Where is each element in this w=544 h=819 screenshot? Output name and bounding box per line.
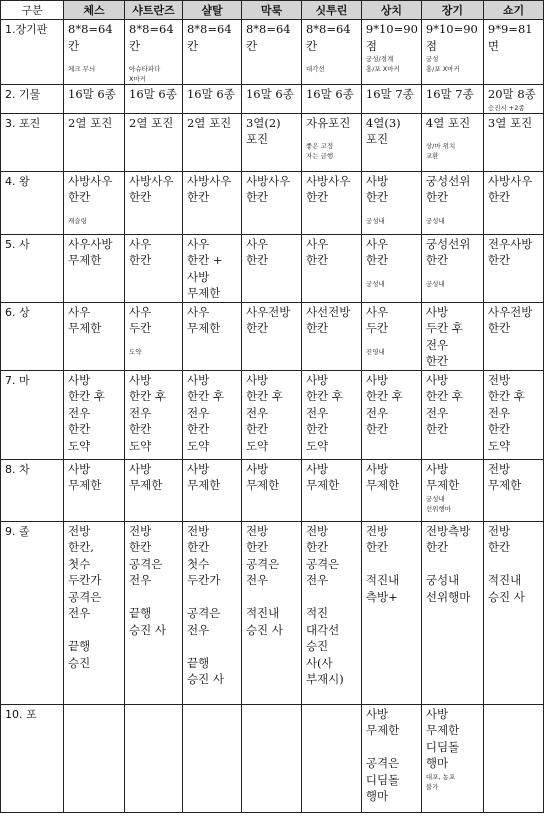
table-cell [182,85,241,114]
cell-text: 2열 포진 [129,115,174,130]
table-cell [421,171,483,234]
table-cell [301,85,361,114]
row-header: 4. 왕 [1,171,64,234]
table-cell [125,234,183,302]
table-cell [125,85,183,114]
table-cell [241,171,301,234]
table-cell [421,459,483,521]
table-row [1,20,544,85]
cell-text: 사방 무제한 디딤돌 행마 [425,706,460,770]
table-cell [483,521,543,704]
column-header: 구분 [1,1,64,20]
row-header: 9. 졸 [1,521,64,704]
row-header: 7. 마 [1,370,64,459]
cell-note: 궁성내 [365,216,385,225]
cell-text: 전우사방 한칸 [487,236,533,267]
table-row [1,234,544,302]
table-cell [125,20,183,85]
table-cell [64,459,125,521]
cell-note: 승진시 +2종 [487,103,525,112]
cell-text: 사방사우 한칸 [68,173,113,204]
table-cell [241,370,301,459]
cell-text: 사방사우 한칸 [305,173,351,204]
table-cell [301,20,361,85]
cell-text: 사우 한칸 [365,236,389,267]
cell-text: 전방 한칸 공격은 전우 적진 대각선 승진 사(사 부재시) [305,523,344,686]
cell-text: 전방 한칸 후 전우 한칸 도약 [487,372,525,453]
cell-text: 사우 한칸 + 사방 무제한 [186,236,223,300]
table-cell [361,370,421,459]
table-cell [64,234,125,302]
table-row [1,521,544,704]
table-cell [421,234,483,302]
cell-text: 자유포진 [305,115,351,130]
cell-text: 20말 8종 [487,87,536,101]
cell-note: 상/마 위치 교환 [425,142,456,160]
cell-text: 8*8=64칸 [305,22,351,53]
cell-text: 16말 6종 [245,87,294,101]
row-header: 5. 사 [1,234,64,302]
table-cell [483,302,543,370]
table-cell [241,20,301,85]
table-cell [182,521,241,704]
table-body [1,20,544,813]
table-cell [361,521,421,704]
cell-text: 사방 두칸 후 전우 한칸 [425,304,463,368]
cell-text: 사우 한칸 [305,236,329,267]
table-cell [301,234,361,302]
table-row [1,302,544,370]
cell-note: 궁성/경계 홍/포 X마커 [365,55,400,73]
cell-text: 9*9=81면 [487,22,533,53]
table-cell [125,459,183,521]
cell-text: 사방 무제한 [245,461,280,492]
cell-text: 사우 무제한 [68,304,102,335]
table-cell [421,521,483,704]
table-cell [125,302,183,370]
cell-text: 궁성선위 한칸 [425,236,471,267]
column-header: 쇼기 [483,1,543,20]
table-cell [182,20,241,85]
table-cell [301,370,361,459]
table-cell [301,113,361,171]
column-header: 샤트란즈 [125,1,183,20]
table-cell [361,302,421,370]
table-cell [241,704,301,812]
table-cell [64,370,125,459]
table-cell [182,171,241,234]
table-cell [483,370,543,459]
cell-text: 사우 무제한 [186,304,221,335]
header-row [1,1,544,20]
cell-text: 사방 한칸 후 전우 한칸 도약 [186,372,224,453]
cell-text: 사방 무제한 [129,461,163,492]
table-row [1,113,544,171]
cell-text: 8*8=64칸 [68,22,113,53]
cell-text: 사방 한칸 [365,173,389,204]
table-cell [125,113,183,171]
table-cell [125,521,183,704]
cell-note: 좋은 고정 자는 금행 [305,142,334,160]
column-header: 싯투린 [301,1,361,20]
table-cell [483,85,543,114]
cell-note: 진영내 [365,347,385,356]
table-cell [483,171,543,234]
cell-text: 사방 한칸 후 전우 한칸 [425,372,463,436]
cell-text: 16말 6종 [129,87,177,101]
table-cell [361,704,421,812]
column-header: 막룩 [241,1,301,20]
table-cell [421,113,483,171]
cell-text: 궁성선위 한칸 [425,173,471,204]
cell-text: 2열 포진 [68,115,113,130]
table-cell [125,704,183,812]
cell-text: 사방 한칸 후 전우 한칸 도약 [68,372,106,453]
table-cell [182,459,241,521]
cell-text: 전방 무제한 [487,461,522,492]
cell-note: 궁성내 [425,279,445,288]
table-cell [64,521,125,704]
cell-note: 궁성내 [365,279,385,288]
cell-text: 9*10=90 점 [365,22,418,53]
cell-text: 16말 6종 [68,87,116,101]
table-cell [361,85,421,114]
cell-text: 사방사우 한칸 [487,173,533,204]
cell-text: 사방 무제한 공격은 디딤돌 행마 [365,706,400,803]
cell-note: 도약 [129,347,142,356]
cell-text: 사방 한칸 후 전우 한칸 도약 [305,372,343,453]
table-cell [301,302,361,370]
cell-text: 사우 두칸 [365,304,389,335]
table-cell [421,302,483,370]
cell-text: 16말 7종 [425,87,474,101]
table-cell [421,20,483,85]
row-header: 6. 상 [1,302,64,370]
cell-text: 16말 6종 [305,87,354,101]
cell-note: 궁성 홍/포 X마커 [425,55,460,73]
cell-note: 궁성내 선위행마 [425,494,452,513]
cell-text: 사우사방 무제한 [68,236,113,267]
table-cell [421,85,483,114]
table-cell [301,171,361,234]
cell-text: 9*10=90 점 [425,22,478,53]
table-cell [182,234,241,302]
table-cell [483,459,543,521]
cell-text: 사우 두칸 [129,304,152,335]
cell-text: 사방 무제한 [365,461,400,492]
cell-note: 체크 무늬 [68,65,96,73]
cell-text: 사방 무제한 [305,461,340,492]
table-cell [64,704,125,812]
table-cell [182,704,241,812]
cell-text: 사우전방 한칸 [245,304,291,335]
cell-text: 사방사우 한칸 [129,173,174,204]
cell-note: 대각선 [305,65,325,73]
cell-text: 사방 무제한 [186,461,221,492]
cell-text: 사방사우 한칸 [186,173,232,204]
cell-text: 전방 한칸, 첫수 두칸가 공격은 전우 끝행 승진 [68,523,102,670]
table-cell [182,113,241,171]
table-cell [301,521,361,704]
cell-text: 전방 한칸 적진내 측방+ [365,523,400,604]
table-cell [483,704,543,812]
table-cell [182,302,241,370]
table-cell [241,459,301,521]
table-cell [125,171,183,234]
table-row [1,370,544,459]
cell-text: 8*8=64칸 [245,22,291,53]
cell-text: 사선전방 한칸 [305,304,351,335]
cell-text: 전방측방 한칸 궁성내 선위행마 [425,523,471,604]
table-cell [64,20,125,85]
cell-text: 사방 한칸 후 전우 한칸 도약 [245,372,283,453]
row-header: 3. 포진 [1,113,64,171]
table-cell [483,234,543,302]
table-row [1,459,544,521]
cell-text: 8*8=64칸 [129,22,174,53]
table-cell [361,459,421,521]
table-row [1,171,544,234]
table-cell [64,85,125,114]
table-cell [421,370,483,459]
cell-note: 아슈타파다 X마커 [129,65,161,83]
cell-text: 전방 한칸 적진내 승진 사 [487,523,525,604]
column-header: 상치 [361,1,421,20]
cell-text: 3열(2) 포진 [245,115,281,146]
table-cell [182,370,241,459]
table-cell [361,171,421,234]
cell-text: 2열 포진 [186,115,232,130]
table-cell [241,521,301,704]
table-cell [301,704,361,812]
cell-text: 전방 한칸 공격은 전우 끝행 승진 사 [129,523,167,637]
row-header: 10. 포 [1,704,64,812]
cell-text: 전방 한칸 공격은 전우 적진내 승진 사 [245,523,283,637]
table-cell [241,113,301,171]
cell-text: 사방사우 한칸 [245,173,291,204]
cell-text: 사우 한칸 [129,236,152,267]
table-cell [64,171,125,234]
column-header: 체스 [64,1,125,20]
cell-note: 대포, 농포 불가 [425,772,456,791]
table-cell [64,113,125,171]
row-header: 2. 기물 [1,85,64,114]
cell-text: 4열 포진 [425,115,471,130]
cell-text: 사우 한칸 [245,236,269,267]
column-header: 장기 [421,1,483,20]
cell-text: 16말 7종 [365,87,414,101]
cell-text: 사방 무제한 [68,461,102,492]
row-header: 1.장기판 [1,20,64,85]
table-cell [483,113,543,171]
cell-note: 캐슬링 [68,216,87,225]
row-header: 8. 차 [1,459,64,521]
cell-text: 8*8=64칸 [186,22,232,53]
column-header: 샬탈 [182,1,241,20]
cell-text: 사방 한칸 후 전우 한칸 도약 [129,372,167,453]
cell-text: 3열 포진 [487,115,533,130]
table-cell [361,113,421,171]
table-cell [64,302,125,370]
table-row [1,704,544,812]
table-cell [125,370,183,459]
cell-note: 궁성내 [425,216,445,225]
table-row [1,85,544,114]
cell-text: 16말 6종 [186,87,235,101]
table-cell [361,234,421,302]
table-cell [241,234,301,302]
table-cell [421,704,483,812]
cell-text: 전방 한칸 첫수 두칸가 공격은 전우 끝행 승진 사 [186,523,224,686]
table-cell [301,459,361,521]
table-cell [361,20,421,85]
table-cell [241,302,301,370]
cell-text: 사방 무제한 [425,461,460,492]
table-cell [241,85,301,114]
cell-text: 사우전방 한칸 [487,304,533,335]
cell-text: 사방 한칸 후 전우 한칸 [365,372,403,436]
cell-text: 4열(3) 포진 [365,115,401,146]
table-cell [483,20,543,85]
